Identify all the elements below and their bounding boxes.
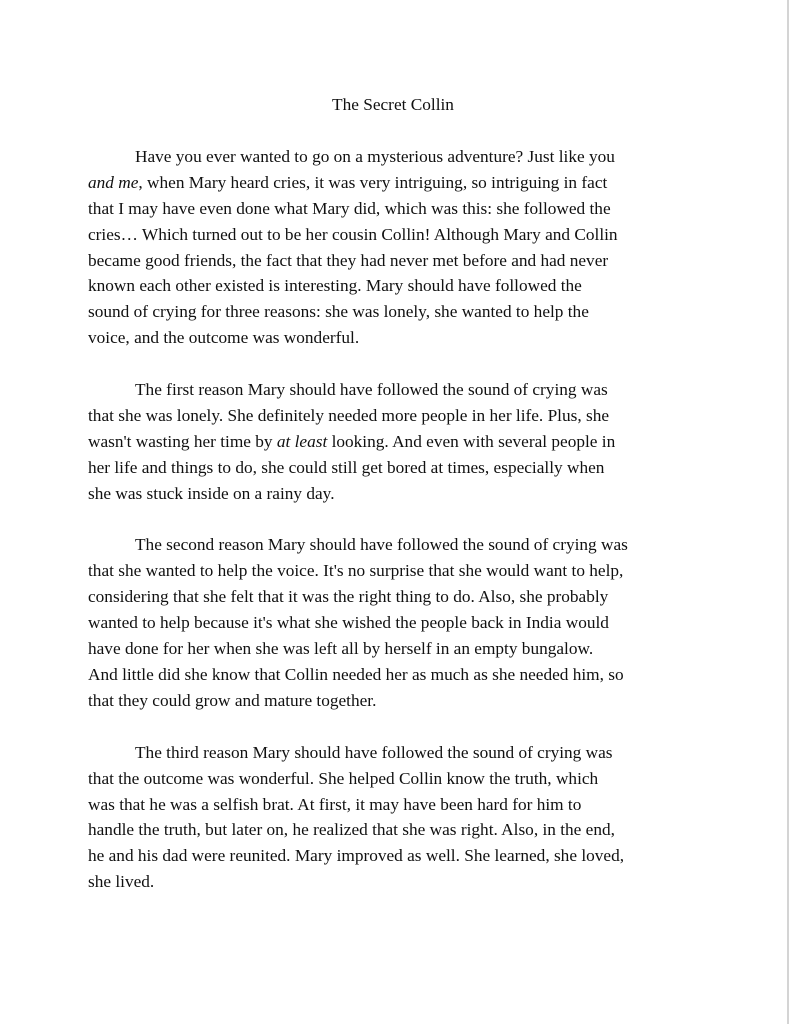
text-run: Have you ever wanted to go on a mysterious adventure? Just like you bbox=[135, 146, 615, 166]
text-line bbox=[88, 403, 698, 429]
text-run: considering that she felt that it was the right thing to do. Also, she probably bbox=[88, 587, 609, 607]
text-run: handle the truth, but later on, he realized that she was right. Also, in the end, bbox=[88, 820, 615, 840]
text-run: that she wanted to help the voice. It's no surprise that she would want to help, bbox=[88, 561, 624, 581]
text-line bbox=[88, 869, 698, 895]
text-run: that the outcome was wonderful. She helped Collin know the truth, which bbox=[88, 768, 599, 788]
text-line bbox=[88, 455, 698, 481]
text-run: he and his dad were reunited. Mary improved as well. She learned, she loved, bbox=[88, 846, 625, 866]
text-run: , when Mary heard cries, it was very intriguing, so intriguing in fact bbox=[138, 172, 608, 192]
text-line bbox=[88, 843, 698, 869]
text-line bbox=[88, 299, 698, 325]
text-line bbox=[88, 610, 698, 636]
text-line bbox=[88, 636, 698, 662]
italic-text-run: at least bbox=[276, 431, 328, 451]
italic-text-run: and me bbox=[88, 172, 139, 192]
paragraph-intro bbox=[88, 144, 698, 351]
text-line bbox=[88, 532, 698, 558]
text-line bbox=[88, 584, 698, 610]
document-body bbox=[88, 92, 698, 921]
text-line bbox=[88, 558, 698, 584]
text-line bbox=[88, 170, 698, 196]
text-line bbox=[88, 144, 698, 170]
text-run: The second reason Mary should have followed the sound of crying was bbox=[135, 535, 628, 555]
text-line bbox=[88, 196, 698, 222]
text-run: have done for her when she was left all by herself in an empty bungalow. bbox=[88, 639, 594, 659]
text-line bbox=[88, 481, 698, 507]
text-line bbox=[88, 766, 698, 792]
text-line bbox=[88, 662, 698, 688]
text-run: sound of crying for three reasons: she was lonely, she wanted to help the bbox=[88, 302, 589, 322]
text-line bbox=[88, 817, 698, 843]
text-run: wanted to help because it's what she wished the people back in India would bbox=[88, 613, 609, 633]
text-run: known each other existed is interesting. Mary should have followed the bbox=[88, 276, 582, 296]
text-run: she lived. bbox=[88, 872, 155, 892]
text-line bbox=[88, 377, 698, 403]
text-run: And little did she know that Collin needed her as much as she needed him, so bbox=[88, 665, 624, 684]
text-line bbox=[88, 792, 698, 818]
paragraph-second-reason bbox=[88, 532, 698, 713]
text-run: The third reason Mary should have followed the sound of crying was bbox=[135, 742, 613, 762]
text-line bbox=[88, 325, 698, 351]
text-line bbox=[88, 248, 698, 274]
text-run: cries… Which turned out to be her cousin Collin! Although Mary and Collin bbox=[88, 224, 618, 244]
paragraph-third-reason bbox=[88, 740, 698, 895]
text-run: that they could grow and mature together. bbox=[88, 690, 377, 710]
text-run: was that he was a selfish brat. At first, it may have been hard for him to bbox=[88, 794, 582, 814]
text-run: her life and things to do, she could still get bored at times, especially when bbox=[88, 457, 605, 477]
text-line bbox=[88, 222, 698, 248]
text-run: voice, and the outcome was wonderful. bbox=[88, 328, 360, 348]
text-run: The first reason Mary should have followed the sound of crying was bbox=[135, 380, 608, 400]
text-line bbox=[88, 429, 698, 455]
text-line bbox=[88, 688, 698, 714]
text-run: that she was lonely. She definitely needed more people in her life. Plus, she bbox=[88, 405, 610, 425]
text-line bbox=[88, 273, 698, 299]
document-title: The Secret Collin bbox=[332, 95, 454, 114]
paragraph-first-reason bbox=[88, 377, 698, 507]
text-run: that I may have even done what Mary did, which was this: she followed the bbox=[88, 198, 611, 218]
text-line bbox=[88, 740, 698, 766]
text-run: looking. And even with several people in bbox=[327, 431, 616, 451]
text-run: became good friends, the fact that they had never met before and had never bbox=[88, 250, 609, 270]
text-run: she was stuck inside on a rainy day. bbox=[88, 483, 335, 503]
text-run: wasn't wasting her time by bbox=[88, 431, 277, 451]
